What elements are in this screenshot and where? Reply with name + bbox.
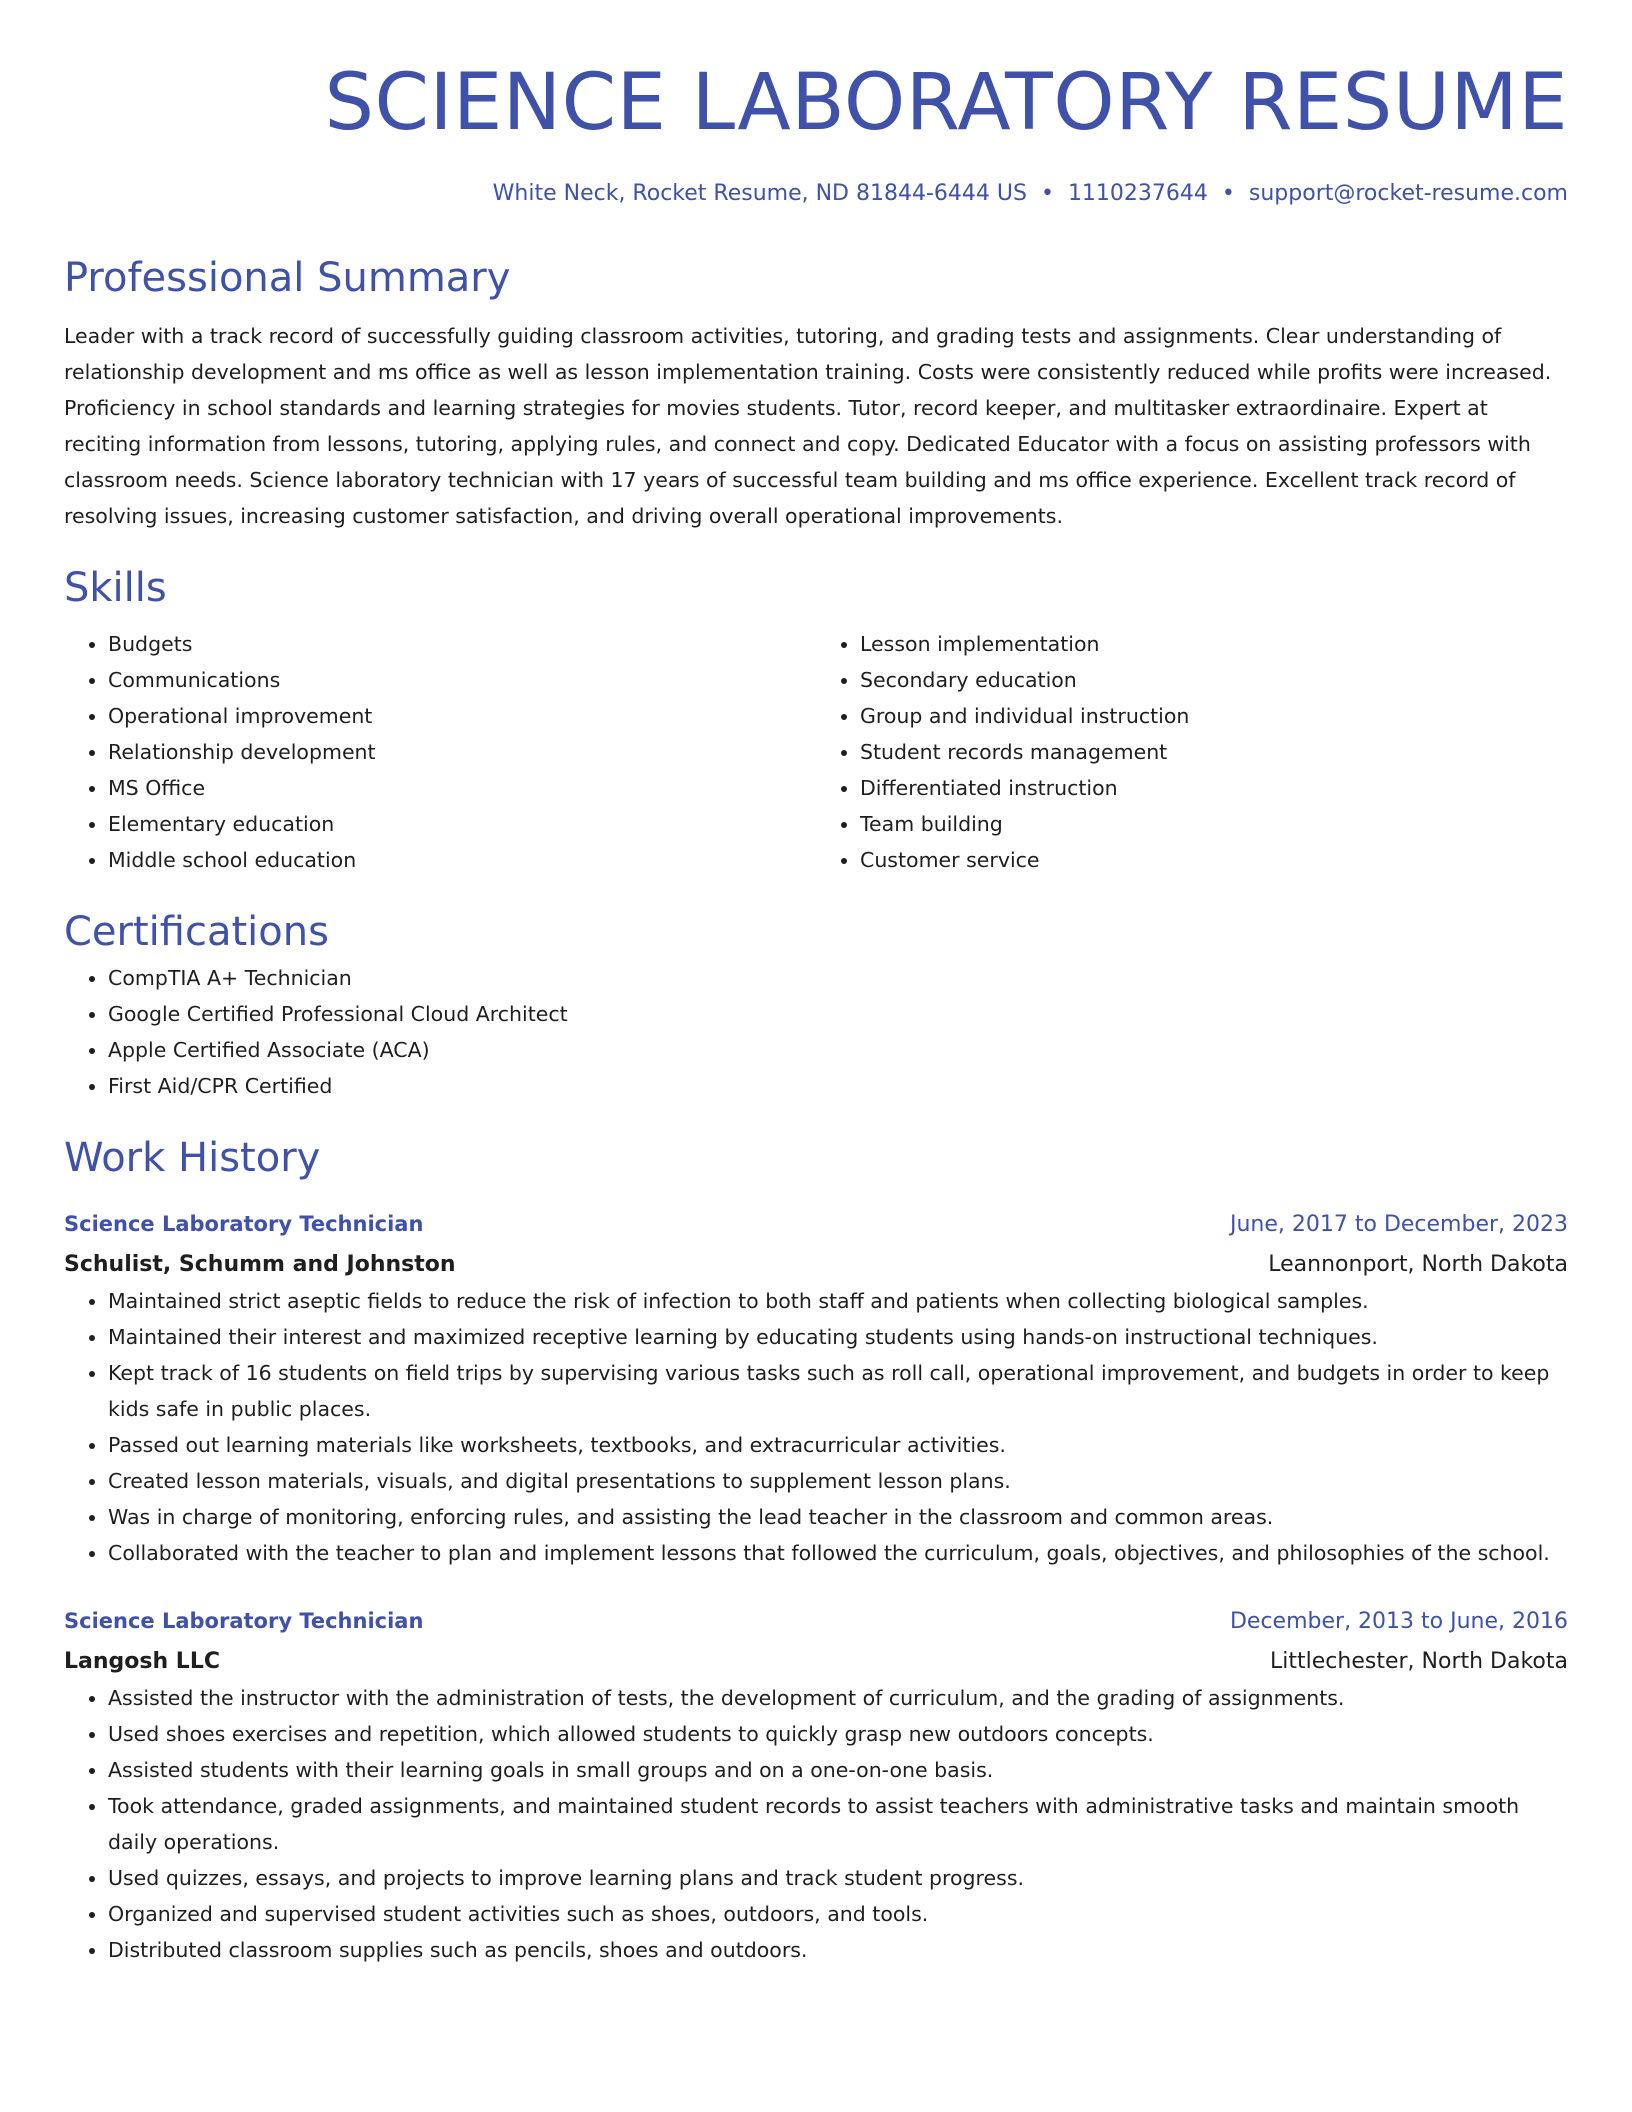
skills-column-right	[816, 626, 1568, 878]
job-location: Littlechester, North Dakota	[1270, 1649, 1568, 1674]
job-dates: June, 2017 to December, 2023	[1229, 1212, 1568, 1237]
certification-item: • Google Certified Professional Cloud Architect	[108, 996, 1568, 1032]
job-duty: • Used shoes exercises and repetition, which allowed students to quickly grasp new outdoors concepts.	[108, 1716, 1568, 1752]
job-duty: • Passed out learning materials like worksheets, textbooks, and extracurricular activities.	[108, 1427, 1568, 1463]
skill-item: • Student records management	[860, 734, 1568, 770]
job-duty: • Used quizzes, essays, and projects to improve learning plans and track student progress.	[108, 1860, 1568, 1896]
job-dates: December, 2013 to June, 2016	[1229, 1609, 1568, 1634]
job-duties-list	[64, 1680, 1568, 1968]
job-company: Langosh LLC	[64, 1649, 220, 1674]
job-employer-row	[64, 1241, 1568, 1283]
skill-item: • Operational improvement	[108, 698, 816, 734]
skills-column-left	[64, 626, 816, 878]
contact-address: White Neck, Rocket Resume, ND 81844-6444 US	[492, 181, 1027, 206]
job-duty: • Organized and supervised student activities such as shoes, outdoors, and tools.	[108, 1896, 1568, 1932]
summary-heading: Professional Summary	[64, 255, 511, 301]
job-duty: • Took attendance, graded assignments, and maintained student records to assist teachers with administrative tasks and maintain smooth daily operations.	[108, 1788, 1568, 1860]
job-company: Schulist, Schumm and Johnston	[64, 1252, 456, 1277]
work-history-heading: Work History	[64, 1135, 321, 1181]
job-duty: • Maintained strict aseptic fields to reduce the risk of infection to both staff and patients when collecting biological samples.	[108, 1283, 1568, 1319]
contact-separator: •	[1040, 181, 1054, 206]
job-duty: • Maintained their interest and maximized receptive learning by educating students using hands-on instructional techniques.	[108, 1319, 1568, 1355]
skill-item: • Team building	[860, 806, 1568, 842]
skill-item: • Lesson implementation	[860, 626, 1568, 662]
certification-item: • First Aid/CPR Certified	[108, 1068, 1568, 1104]
job-duty: • Created lesson materials, visuals, and digital presentations to supplement lesson plans.	[108, 1463, 1568, 1499]
contact-line	[64, 178, 1568, 210]
job-entry	[64, 1605, 1568, 1968]
skill-item: • Relationship development	[108, 734, 816, 770]
skill-item: • Communications	[108, 662, 816, 698]
contact-email[interactable]: support@rocket-resume.com	[1248, 181, 1568, 206]
job-duty: • Was in charge of monitoring, enforcing rules, and assisting the lead teacher in the classroom and common areas.	[108, 1499, 1568, 1535]
job-title: Science Laboratory Technician	[64, 1609, 424, 1633]
certification-item: • CompTIA A+ Technician	[108, 960, 1568, 996]
skill-item: • Group and individual instruction	[860, 698, 1568, 734]
skills-grid	[64, 626, 1568, 878]
certifications-heading: Certifications	[64, 909, 329, 955]
skill-item: • Elementary education	[108, 806, 816, 842]
skill-item: • Budgets	[108, 626, 816, 662]
job-duty: • Assisted students with their learning goals in small groups and on a one-on-one basis.	[108, 1752, 1568, 1788]
job-duty: • Collaborated with the teacher to plan and implement lessons that followed the curriculum, goals, objectives, and philosophies of the school.	[108, 1535, 1568, 1571]
job-header-row	[64, 1605, 1568, 1638]
skills-list-right	[816, 626, 1568, 878]
skills-heading: Skills	[64, 565, 167, 611]
skill-item: • Differentiated instruction	[860, 770, 1568, 806]
skill-item: • Secondary education	[860, 662, 1568, 698]
skill-item: • MS Office	[108, 770, 816, 806]
skill-item: • Customer service	[860, 842, 1568, 878]
job-title: Science Laboratory Technician	[64, 1212, 424, 1236]
skills-list-left	[64, 626, 816, 878]
certification-item: • Apple Certified Associate (ACA)	[108, 1032, 1568, 1068]
certifications-list	[64, 960, 1568, 1104]
job-employer-row	[64, 1638, 1568, 1680]
contact-phone: 1110237644	[1067, 181, 1208, 206]
resume-title: SCIENCE LABORATORY RESUME	[324, 58, 1568, 148]
job-duty: • Assisted the instructor with the administration of tests, the development of curriculum, and the grading of assignments.	[108, 1680, 1568, 1716]
summary-text: Leader with a track record of successfully guiding classroom activities, tutoring, and grading tests and assignments. Clear understanding of relationship development and ms office as well as lesson implementation training. Costs were consistently reduced while profits were increased. Proficiency in school standards and learning strategies for movies students. Tutor, record keeper, and multitasker extraordinaire. Expert at reciting information from lessons, tutoring, applying rules, and connect and copy. Dedicated Educator with a focus on assisting professors with classroom needs. Science laboratory technician with 17 years of successful team building and ms office experience. Excellent track record of resolving issues, increasing customer satisfaction, and driving overall operational improvements.	[64, 324, 1552, 528]
contact-separator: •	[1221, 181, 1235, 206]
job-duties-list	[64, 1283, 1568, 1571]
job-header-row	[64, 1208, 1568, 1241]
job-entry	[64, 1208, 1568, 1571]
job-location: Leannonport, North Dakota	[1268, 1252, 1568, 1277]
job-duty: • Kept track of 16 students on field trips by supervising various tasks such as roll call, operational improvement, and budgets in order to keep kids safe in public places.	[108, 1355, 1568, 1427]
skill-item: • Middle school education	[108, 842, 816, 878]
job-duty: • Distributed classroom supplies such as pencils, shoes and outdoors.	[108, 1932, 1568, 1968]
